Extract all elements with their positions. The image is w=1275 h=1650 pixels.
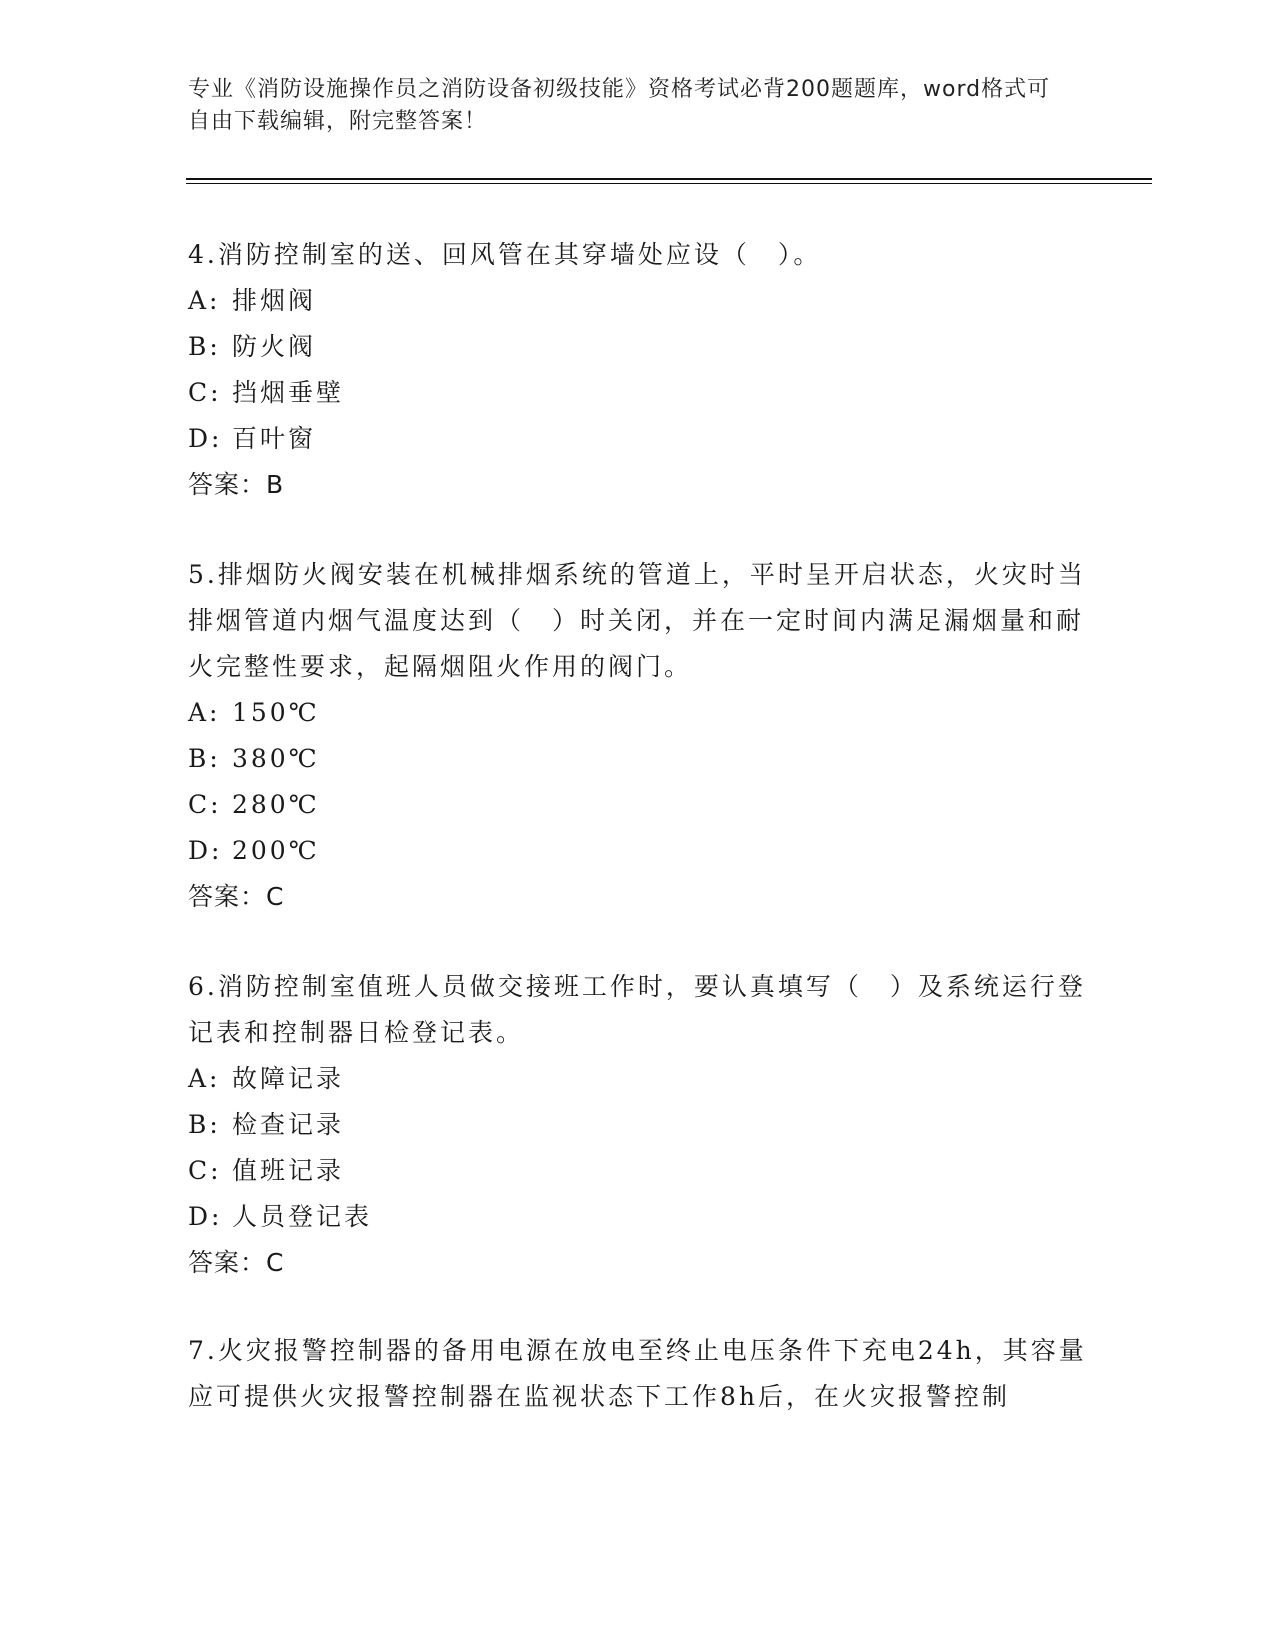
option-key: A: (188, 1064, 221, 1093)
option-d (188, 828, 1088, 874)
option-key: B: (188, 744, 221, 773)
option-d (188, 1194, 1088, 1240)
option-text: 200℃ (232, 836, 320, 865)
option-text: 百叶窗 (232, 424, 317, 453)
option-key: D: (188, 1202, 223, 1231)
option-b (188, 736, 1088, 782)
option-c (188, 370, 1088, 416)
option-text: 故障记录 (232, 1064, 345, 1093)
question-5 (188, 552, 1088, 920)
option-text: 150℃ (232, 698, 320, 727)
option-key: B: (188, 332, 221, 361)
option-d (188, 416, 1088, 462)
question-4 (188, 232, 1088, 508)
option-b (188, 1102, 1088, 1148)
option-key: C: (188, 790, 222, 819)
option-key: B: (188, 1110, 221, 1139)
header-rule-thick (186, 178, 1152, 180)
option-a (188, 1056, 1088, 1102)
option-key: D: (188, 836, 223, 865)
question-stem: 7.火灾报警控制器的备用电源在放电至终止电压条件下充电24h，其容量应可提供火灾报警控制器在监视状态下工作8h后，在火灾报警控制 (188, 1336, 1087, 1411)
option-text: 挡烟垂壁 (232, 378, 345, 407)
document-header: 专业《消防设施操作员之消防设备初级技能》资格考试必背200题题库，word格式可自由下载编辑，附完整答案！ (188, 77, 1051, 134)
question-6 (188, 964, 1088, 1286)
option-key: D: (188, 424, 223, 453)
option-a (188, 690, 1088, 736)
option-text: 防火阀 (232, 332, 317, 361)
option-a (188, 278, 1088, 324)
question-stem: 6.消防控制室值班人员做交接班工作时，要认真填写（ ）及系统运行登记表和控制器日检登记表。 (188, 972, 1086, 1047)
option-key: A: (188, 698, 221, 727)
option-c (188, 782, 1088, 828)
answer: 答案：B (188, 470, 285, 499)
option-b (188, 324, 1088, 370)
option-text: 排烟阀 (232, 286, 317, 315)
question-7 (188, 1328, 1088, 1420)
question-stem: 4.消防控制室的送、回风管在其穿墙处应设（ ）。 (188, 240, 822, 269)
option-text: 检查记录 (232, 1110, 345, 1139)
option-key: C: (188, 378, 222, 407)
answer: 答案：C (188, 882, 285, 911)
question-stem: 5.排烟防火阀安装在机械排烟系统的管道上，平时呈开启状态，火灾时当排烟管道内烟气温度达到（ ）时关闭，并在一定时间内满足漏烟量和耐火完整性要求，起隔烟阻火作用的阀门。 (188, 560, 1086, 681)
option-key: A: (188, 286, 221, 315)
option-c (188, 1148, 1088, 1194)
option-text: 人员登记表 (232, 1202, 373, 1231)
option-text: 280℃ (232, 790, 320, 819)
answer: 答案：C (188, 1248, 285, 1277)
option-key: C: (188, 1156, 222, 1185)
option-text: 380℃ (232, 744, 320, 773)
option-text: 值班记录 (232, 1156, 345, 1185)
header-rule-thin (186, 183, 1152, 184)
